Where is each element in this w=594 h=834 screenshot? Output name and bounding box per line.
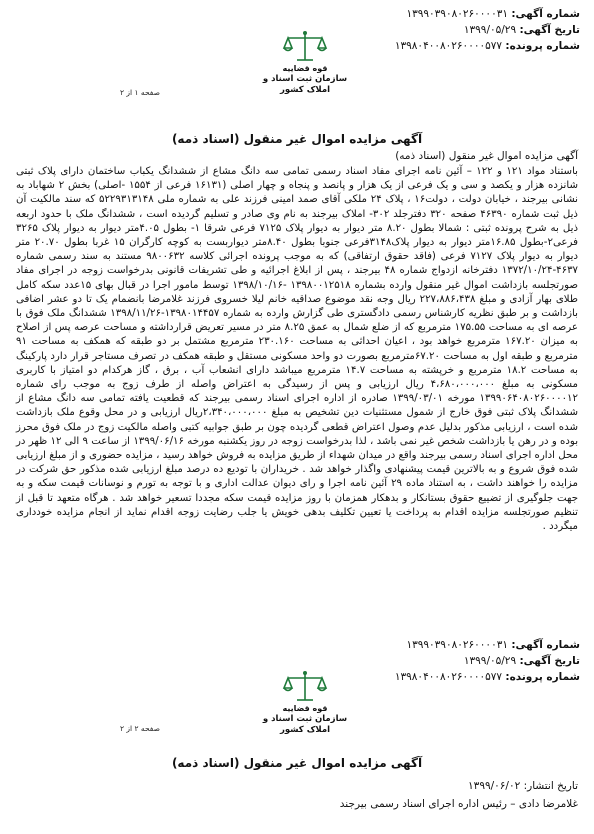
judiciary-caption: قوه قضاییه (282, 64, 328, 73)
ad-date-label: تاریخ آگهی: (519, 24, 580, 36)
organization-caption: سازمان ثبت اسناد و املاک کشور (262, 74, 348, 95)
ad-date-row (320, 653, 580, 669)
file-number-value: ۱۳۹۸۰۴۰۰۸۰۲۶۰۰۰۰۵۷۷ (394, 40, 503, 52)
file-number-row (320, 38, 580, 54)
scales-of-justice-icon (282, 670, 328, 704)
ad-number-label: شماره آگهی: (511, 639, 580, 651)
ad-date-label: تاریخ آگهی: (519, 655, 580, 667)
ad-date-value: ۱۳۹۹/۰۵/۲۹ (463, 655, 517, 667)
ad-date-value: ۱۳۹۹/۰۵/۲۹ (463, 24, 517, 36)
page-number-2: صفحه ۲ از ۲ (120, 724, 160, 733)
scales-of-justice-icon (282, 30, 328, 64)
notice-lead: آگهی مزایده اموال غیر منقول (اسناد ذمه) (395, 150, 578, 162)
judiciary-emblem (260, 30, 350, 96)
ad-meta-block (320, 6, 580, 54)
signature-line: غلامرضا دادی – رئیس اداره اجرای اسناد رسمی بیرجند (339, 798, 578, 810)
judiciary-caption: قوه قضاییه (282, 704, 328, 713)
ad-number-row (320, 6, 580, 22)
ad-meta-block-2 (320, 637, 580, 685)
notice-body-paragraph: باستناد مواد ۱۲۱ و ۱۲۲ – آئین نامه اجرای مفاد اسناد رسمی تمامی سه دانگ مشاع از ششدانگ یکباب ساختمان دارای پلاک ثبتی شانزده هزار و یکصد و سی و یک فرعی از یک هزار و پانصد و پنجاه و چهار اصلی (۱۶۱۳۱ فرعی از ۱۵۵۴ -اصلی) بخش ۲ شهاباد به نشانی بیرجند ، خیابان دولت ، دولت۱۶ ، پلاک ۲۴ ملکی آقای صمد امینی فرزند علی به شماره ملی ۵۲۲۹۳۱۳۱۴۸ که سند مالکیت آن ذیل ثبت شماره ۴۶۳۹۰ صفحه ۳۲۰ دفترجلد ۳۰۲- املاک بیرجند به نام وی صادر و تسلیم گردیده است ، ششدانگ ملک با حدود اربعه ذیل به شرح پرونده ثبتی : شمالا بطول ۸.۲۰ متر دیوار به دیوار پلاک ۷۱۲۵ فرعی شرقا ۱- بطول ۴.۰۵متر دیوار به دیوار پلاک ۳۲۶۵ فرعی۲-بطول ۱۶.۸۵متر دیوار به دیوار پلاک۳۱۴۸فرعی جنوبا بطول ۸.۴۰متر دیواربست به کوچه کارگران ۱۵ غربا بطول ۲۰.۷۰ متر دیوار به دیوار پلاک ۷۱۲۷ فرعی (فاقد حقوق ارتفاقی) که به موجب پرونده اجرائی کلاسه ۹۸۰۰۶۳۲ مستند به سند رسمی شماره ۴۶۳۷-۱۳۷۲/۱۰/۲۴ دفترخانه ازدواج شماره ۴۸ بیرجند ، پس از ابلاغ اجرائیه و طی تشریفات قانونی بدرخواست زوجه در اجرای مفاد صورتجلسه بازداشت اموال غیر منقول وارده بشماره ۱۳۹۸۰۰۱۲۵۱۸ -۱۳۹۸/۱۰/۱۶ توسط مامور اجرا در قبال بهای ۱۵عدد سکه کامل طلای بهار آزادی و مبلغ ۲۲۷،۸۸۶،۴۳۸ ریال وجه نقد موضوع صداقیه خانم لیلا خسروی فرزند غلامرضا بانضمام یک تا دو عشر اضافی بازداشت و بر طبق نظریه کارشناس رسمی دادگستری طی گزارش وارده به شماره ۱۳۹۸۰۱۴۴۵۷-۱۳۹۸/۱۱/۲۶ ششدانگ ملک فوق با عرصه ای به مساحت ۱۷۵.۵۵ مترمربع که از ضلع شمال به عمق ۸.۲۵ متر در مسیر تعریض قرارداشته و مساحت عرصه پس از اصلاح به میزان ۱۶۷.۲۰ مترمربع خواهد بود ، اعیان احداثی به مساحت ۲۳۰.۱۶۰ مترمربع مشتمل بر دو طبقه که همکف به مساحت ۹۱ مترمربع و طبقه اول به مساحت ۶۷.۲۰مترمربع بصورت دو واحد مسکونی مستقل و طبقه همکف در تصرف مستاجر قرار دارد پارکینگ به مساحت ۱۸.۲ مترمربع و خرپشته به مساحت ۱۴.۷ مترمربع میباشد دارای انشعاب آب ، برق ، گاز هرکدام دو امتیاز با کاربری مسکونی به مبلغ ۴،۶۸۰،۰۰۰،۰۰۰ ریال ارزیابی و پس از رسیدگی به اعتراض واصله از طرف زوج به موجب رای شماره ۱۳۹۹۰۶۴۰۸۰۲۶۰۰۰۰۱۲ مورخه ۱۳۹۹/۰۳/۰۱ صادره از اداره اجرای اسناد رسمی بیرجند که قطعیت یافته تمامی سه دانگ مشاع از ششدانگ پلاک ثبتی فوق خارج از شمول مستثنیات دین تشخیص به مبلغ ۲،۳۴۰،۰۰۰،۰۰۰ریال ارزیابی و در محل وقوع ملک بازداشت شده است ، ارزیابی مذکور بدلیل عدم وصول اعتراض قطعی گردیده چون بر طبق جوابیه کتبی واصله مالکیت زوج در ملک فوق محرز بوده و در رهن یا بازداشت شخص غیر نمی باشد ، لذا بدرخواست زوجه در روز یکشنبه مورخه ۱۳۹۹/۰۶/۱۶ از ساعت ۹ الی ۱۲ ظهر در محل اداره اجرای اسناد رسمی بیرجند واقع در میدان شهداء از طریق مزایده به فروش خواهد رسید ، مزایده حضوری و از مبلغ ارزیابی شده فوق شروع و به بالاترین قیمت پیشنهادی واگذار خواهد شد . خریداران با تودیع ده درصد مبلغ ارزیابی شده مذکور حق شرکت در مزایده را خواهند داشت ، به استناد ماده ۲۹ آئین نامه اجرا و رای دیوان عدالت اداری و با توجه به تورم و نوسانات قیمت سکه و به جهت جلوگیری از تضییع حقوق بستانکار و بدهکار همزمان با روز مزایده قیمت سکه مجددا تسعیر خواهد شد . هرگاه متعهد تا قبل از تنظیم صورتجلسه مزایده اقدام به پرداخت یا تعیین تکلیف بدهی خویش یا جلب رضایت زوجه اقدام نماید از انجام مزایده خودداری میگردد . (16, 166, 579, 533)
ad-number-row (320, 637, 580, 653)
organization-caption: سازمان ثبت اسناد و املاک کشور (262, 714, 348, 735)
file-number-value: ۱۳۹۸۰۴۰۰۸۰۲۶۰۰۰۰۵۷۷ (394, 671, 503, 683)
ad-number-value: ۱۳۹۹۰۳۹۰۸۰۲۶۰۰۰۰۳۱ (406, 8, 508, 20)
ad-number-value: ۱۳۹۹۰۳۹۰۸۰۲۶۰۰۰۰۳۱ (406, 639, 508, 651)
notice-title: آگهی مزایده اموال غیر منقول (اسناد ذمه) (171, 132, 423, 146)
ad-number-label: شماره آگهی: (511, 8, 580, 20)
page-number: صفحه ۱ از ۲ (120, 88, 160, 97)
file-number-label: شماره پرونده: (505, 40, 580, 52)
file-number-label: شماره پرونده: (505, 671, 580, 683)
notice-title-2: آگهی مزایده اموال غیر منقول (اسناد ذمه) (171, 756, 423, 770)
file-number-row (320, 669, 580, 685)
judiciary-emblem-2 (260, 670, 350, 736)
ad-date-row (320, 22, 580, 38)
notice-body (16, 165, 578, 534)
publish-date: تاریخ انتشار: ۱۳۹۹/۰۶/۰۲ (468, 780, 578, 792)
